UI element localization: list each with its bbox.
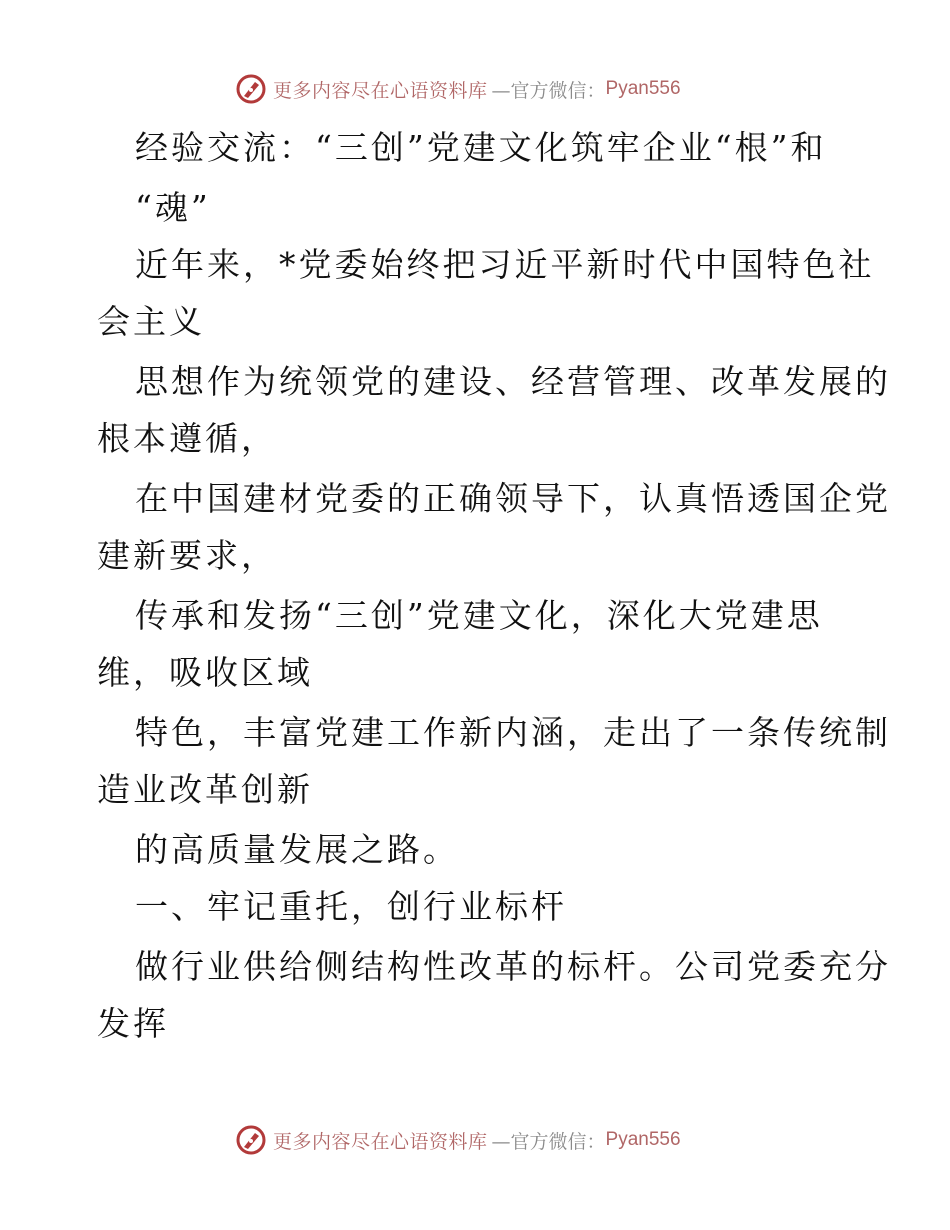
watermark-handle: Pyan556 [605,1129,681,1150]
paragraph-line: 特色，丰富党建工作新内涵，走出了一条传统制 [135,713,891,752]
paragraph-line: 造业改革创新 [97,770,313,809]
paragraph-line: 维，吸收区域 [97,653,313,692]
paragraph-line: 在中国建材党委的正确领导下，认真悟透国企党 [135,479,891,518]
paragraph-line: 近年来，*党委始终把习近平新时代中国特色社 [135,245,875,284]
paragraph-line: 发挥 [97,1004,169,1043]
paragraph-line: 根本遵循， [97,419,277,458]
header-watermark [235,72,681,106]
paragraph-line: 做行业供给侧结构性改革的标杆。公司党委充分 [135,947,891,986]
watermark-handle: Pyan556 [605,78,681,99]
section-heading: 一、牢记重托，创行业标杆 [135,887,567,926]
watermark-text: 更多内容尽在心语资料库 [273,79,488,102]
paragraph-line: 的高质量发展之路。 [135,830,459,869]
paragraph-line: 思想作为统领党的建设、经营管理、改革发展的 [135,362,891,401]
watermark-text: 更多内容尽在心语资料库 [273,1130,488,1153]
paragraph-line: 会主义 [97,302,205,341]
title-line-1: 经验交流：“三创”党建文化筑牢企业“根”和 [135,128,827,167]
pen-nib-logo-icon [235,73,267,105]
title-line-2: “魂” [135,188,211,227]
pen-nib-logo-icon [235,1124,267,1156]
watermark-separator: —官方微信： [491,79,606,102]
footer-watermark [235,1123,681,1157]
paragraph-line: 传承和发扬“三创”党建文化，深化大党建思 [135,596,823,635]
paragraph-line: 建新要求， [97,536,277,575]
watermark-separator: —官方微信： [491,1130,606,1153]
